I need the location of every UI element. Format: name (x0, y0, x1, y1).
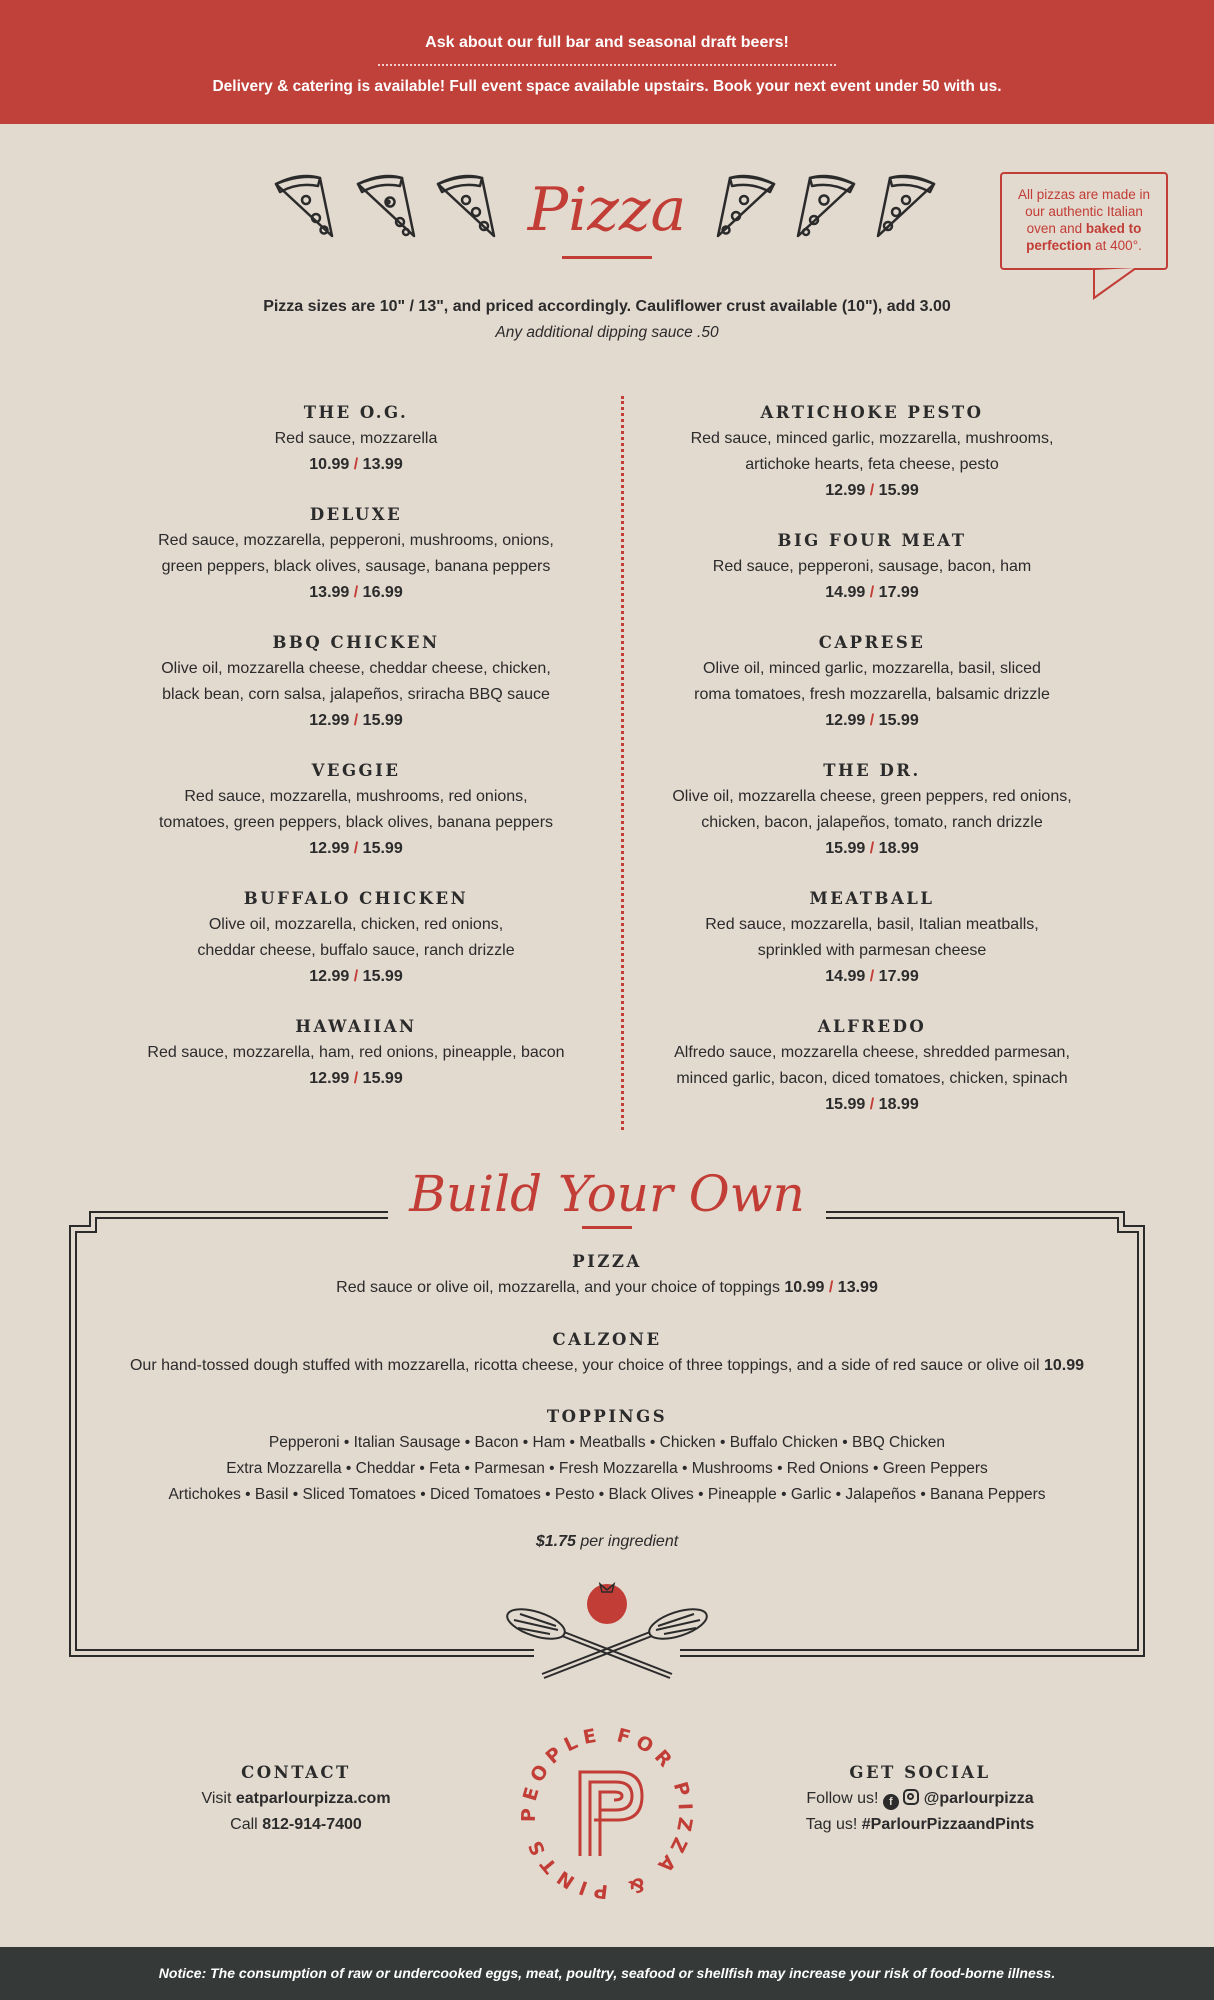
toppings-line: Extra Mozzarella • Cheddar • Feta • Parmesan • Fresh Mozzarella • Mushrooms • Red Onions • Green Peppers (226, 1460, 988, 1477)
contact-heading: CONTACT (241, 1763, 351, 1782)
menu-item-price (96, 964, 616, 990)
ingredient-price: $1.75 (535, 1533, 576, 1550)
menu-item-name: BBQ CHICKEN (272, 633, 440, 652)
menu-item-name: ARTICHOKE PESTO (760, 403, 984, 422)
byo-pizza-small-price: 10.99 (784, 1279, 825, 1296)
byo-pizza-large-price: 13.99 (837, 1279, 878, 1296)
menu-item-description: artichoke hearts, feta cheese, pesto (745, 456, 999, 473)
menu-item (612, 630, 1132, 734)
menu-item-description: black bean, corn salsa, jalapeños, sriracha BBQ sauce (162, 686, 550, 703)
price-separator: / (865, 584, 879, 601)
menu-item (612, 758, 1132, 862)
large-price: 15.99 (362, 712, 403, 729)
byo-pizza-name: PIZZA (572, 1252, 642, 1271)
menu-item (96, 886, 616, 990)
brand-logo (510, 1716, 704, 1910)
menu-item-name: BUFFALO CHICKEN (243, 889, 469, 908)
menu-item-description: roma tomatoes, fresh mozzarella, balsamic drizzle (694, 686, 1050, 703)
menu-item-description: Olive oil, minced garlic, mozzarella, basil, sliced (703, 660, 1041, 677)
calzone-desc: Our hand-tossed dough stuffed with mozzarella, ricotta cheese, your choice of three toppings, and a side of red sauce or olive oil (129, 1357, 1044, 1374)
price-separator: / (349, 712, 363, 729)
price-separator: / (865, 968, 879, 985)
contact-block (146, 1760, 446, 1838)
byo-calzone (80, 1327, 1134, 1379)
banner-divider (378, 64, 836, 66)
facebook-icon[interactable]: f (883, 1794, 899, 1810)
menu-item (96, 1014, 616, 1092)
large-price: 13.99 (362, 456, 403, 473)
menu-item-name: ALFREDO (817, 1017, 927, 1036)
menu-item-price (96, 452, 616, 478)
pizza-slice-icon (432, 170, 502, 246)
calzone-name: CALZONE (552, 1330, 662, 1349)
menu-item-description: Olive oil, mozzarella, chicken, red onions, (208, 916, 504, 933)
build-your-own-title: Build Your Own (409, 1165, 805, 1223)
small-price: 12.99 (825, 482, 866, 499)
small-price: 15.99 (825, 840, 866, 857)
price-separator: / (349, 840, 363, 857)
toppings-line: Pepperoni • Italian Sausage • Bacon • Ham • Meatballs • Chicken • Buffalo Chicken • BBQ Chicken (268, 1434, 946, 1451)
byo-pizza: PIZZA Red sauce or olive oil, mozzarella, and your choice of toppings 10.99 / 13.99 (80, 1249, 1134, 1301)
menu-item-name: THE DR. (823, 761, 921, 780)
bar-announcement: Ask about our full bar and seasonal draft beers! (425, 34, 789, 51)
menu-item-description: Alfredo sauce, mozzarella cheese, shredded parmesan, (674, 1044, 1070, 1061)
menu-item (612, 1014, 1132, 1118)
oven-note-text: All pizzas are made in our authentic Italian oven and (1017, 187, 1151, 236)
menu-item-name: HAWAIIAN (295, 1017, 417, 1036)
visit-label: Visit (201, 1790, 236, 1807)
price-separator: / (865, 1096, 879, 1113)
price-separator: / (349, 1070, 363, 1087)
price-separator: / (349, 968, 363, 985)
large-price: 17.99 (878, 968, 919, 985)
menu-item (612, 528, 1132, 606)
menu-item-description: green peppers, black olives, sausage, banana peppers (161, 558, 551, 575)
price-separator: / (349, 584, 363, 601)
menu-item-description: sprinkled with parmesan cheese (757, 942, 987, 959)
small-price: 12.99 (309, 1070, 350, 1087)
pizza-slice-icon (270, 170, 340, 246)
pizza-slice-icon (352, 170, 422, 246)
per-ingredient-price (0, 1533, 1214, 1551)
pizza-slice-icon (710, 170, 780, 246)
large-price: 15.99 (878, 712, 919, 729)
menu-item-name: BIG FOUR MEAT (777, 531, 967, 550)
logo-ring-text: PEOPLE FOR PIZZA & PINTS (517, 1723, 697, 1903)
small-price: 14.99 (825, 968, 866, 985)
notice-label: Notice: (158, 1965, 207, 1981)
menu-item-description: Red sauce, mozzarella, pepperoni, mushrooms, onions, (158, 532, 554, 549)
speech-bubble-tail (1092, 268, 1140, 302)
price-separator: / (865, 840, 879, 857)
menu-item-price (612, 478, 1132, 504)
menu-item-price (612, 964, 1132, 990)
top-banner (0, 0, 1214, 124)
menu-item-description: Olive oil, mozzarella cheese, green peppers, red onions, (672, 788, 1072, 805)
menu-item-description: Red sauce, mozzarella, ham, red onions, pineapple, bacon (147, 1044, 565, 1061)
small-price: 12.99 (309, 712, 350, 729)
social-heading: GET SOCIAL (849, 1763, 991, 1782)
small-price: 12.99 (309, 840, 350, 857)
menu-item-price (96, 708, 616, 734)
menu-item-name: VEGGIE (311, 761, 401, 780)
events-announcement: Delivery & catering is available! Full event space available upstairs. Book your next event under 50 with us. (212, 78, 1002, 95)
social-handle[interactable]: @parlourpizza (923, 1790, 1034, 1807)
menu-item-name: MEATBALL (809, 889, 935, 908)
menu-item-price (96, 580, 616, 606)
small-price: 15.99 (825, 1096, 866, 1113)
large-price: 16.99 (362, 584, 403, 601)
large-price: 15.99 (362, 968, 403, 985)
social-block (770, 1760, 1070, 1838)
menu-item-description: cheddar cheese, buffalo sauce, ranch drizzle (197, 942, 515, 959)
dipping-sauce-info: Any additional dipping sauce .50 (495, 324, 719, 341)
menu-item-price (612, 1092, 1132, 1118)
svg-text:PEOPLE FOR PIZZA & PINTS (518, 1724, 696, 1903)
oven-note-emphasis: baked to perfection (1026, 221, 1142, 253)
small-price: 12.99 (825, 712, 866, 729)
pizza-slice-icon (870, 170, 940, 246)
menu-item (96, 502, 616, 606)
menu-item-description: Olive oil, mozzarella cheese, cheddar cheese, chicken, (161, 660, 551, 677)
small-price: 13.99 (309, 584, 350, 601)
menu-item-price (96, 836, 616, 862)
byo-pizza-desc: Red sauce or olive oil, mozzarella, and your choice of toppings (336, 1279, 785, 1296)
title-underline (562, 256, 652, 259)
menu-item (612, 400, 1132, 504)
menu-item (96, 758, 616, 862)
ingredient-label: per ingredient (575, 1533, 679, 1550)
food-safety-notice (0, 1947, 1214, 2000)
large-price: 15.99 (878, 482, 919, 499)
large-price: 18.99 (878, 840, 919, 857)
oven-note-end: at 400°. (1091, 238, 1142, 253)
pizza-slice-icon (790, 170, 860, 246)
phone-number[interactable]: 812-914-7400 (262, 1816, 362, 1833)
oven-note (1000, 172, 1168, 270)
instagram-icon[interactable] (903, 1789, 919, 1805)
price-separator: / (865, 482, 879, 499)
price-separator: / (349, 456, 363, 473)
menu-item-description: Red sauce, mozzarella, mushrooms, red onions, (184, 788, 528, 805)
pizza-sizes-info: Pizza sizes are 10" / 13", and priced accordingly. Cauliflower crust available (10"), add 3.00 (263, 298, 951, 315)
large-price: 15.99 (362, 840, 403, 857)
tag-label: Tag us! (805, 1816, 862, 1833)
tomato-peel-emblem (500, 1580, 714, 1680)
menu-item-price (612, 708, 1132, 734)
call-label: Call (230, 1816, 263, 1833)
menu-item-price (612, 580, 1132, 606)
menu-item-name: CAPRESE (818, 633, 926, 652)
toppings-section (80, 1404, 1134, 1508)
small-price: 10.99 (309, 456, 350, 473)
follow-label: Follow us! (806, 1790, 883, 1807)
small-price: 14.99 (825, 584, 866, 601)
small-price: 12.99 (309, 968, 350, 985)
menu-item-description: tomatoes, green peppers, black olives, banana peppers (158, 814, 554, 831)
hashtag: #ParlourPizzaandPints (861, 1816, 1035, 1833)
menu-item-name: THE O.G. (303, 403, 409, 422)
notice-text: The consumption of raw or undercooked eggs, meat, poultry, seafood or shellfish may increase your risk of food-borne illness. (206, 1965, 1056, 1981)
toppings-line: Artichokes • Basil • Sliced Tomatoes • Diced Tomatoes • Pesto • Black Olives • Pineapple • Garlic • Jalapeños • Banana Peppers (168, 1486, 1046, 1503)
menu-item-price (96, 1066, 616, 1092)
toppings-heading: TOPPINGS (546, 1407, 668, 1426)
calzone-price: 10.99 (1043, 1357, 1085, 1374)
menu-item-description: chicken, bacon, jalapeños, tomato, ranch drizzle (701, 814, 1043, 831)
menu-item (96, 400, 616, 478)
menu-item (96, 630, 616, 734)
menu-item-name: DELUXE (309, 505, 403, 524)
menu-item-description: minced garlic, bacon, diced tomatoes, chicken, spinach (676, 1070, 1068, 1087)
menu-item-description: Red sauce, mozzarella (274, 430, 438, 447)
menu-item-description: Red sauce, minced garlic, mozzarella, mushrooms, (690, 430, 1054, 447)
menu-item (612, 886, 1132, 990)
menu-item-description: Red sauce, mozzarella, basil, Italian meatballs, (705, 916, 1039, 933)
large-price: 18.99 (878, 1096, 919, 1113)
menu-item-description: Red sauce, pepperoni, sausage, bacon, ham (712, 558, 1032, 575)
large-price: 17.99 (878, 584, 919, 601)
pizza-section-title: Pizza (527, 175, 687, 245)
byo-title-underline (582, 1226, 632, 1229)
large-price: 15.99 (362, 1070, 403, 1087)
price-separator: / (865, 712, 879, 729)
website-link[interactable]: eatparlourpizza.com (235, 1790, 391, 1807)
menu-item-price (612, 836, 1132, 862)
